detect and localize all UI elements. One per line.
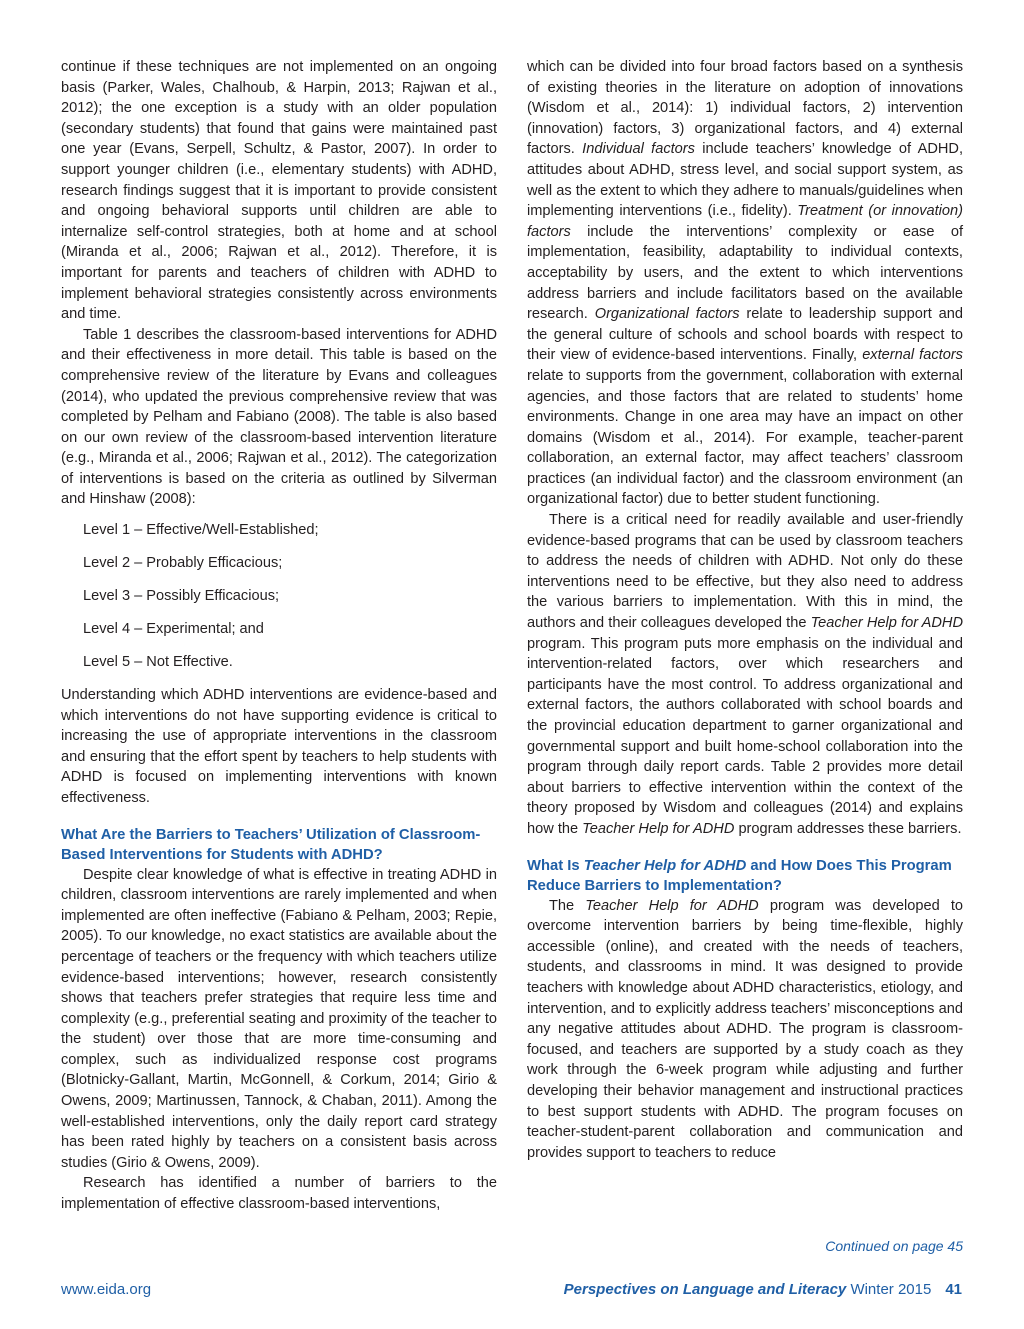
section-heading: What Is Teacher Help for ADHD and How Does This Program Reduce Barriers to Implementation? (527, 857, 952, 894)
level-item: Level 2 – Probably Efficacious; (83, 555, 283, 572)
right-column (527, 57, 963, 1163)
paragraph: The Teacher Help for ADHD program was developed to overcome intervention barriers by being time-flexible, highly accessible (online), and created with the needs of teachers, students, and classrooms in mind. It was designed to provide teachers with knowledge about ADHD characteristics, etiology, and intervention, and to explicitly address teachers’ misconceptions and any negative attitudes about ADHD. The program is classroom-focused, and teachers are supported by a study coach as they work through the 6-week program while adjusting and further developing their behavior management and instructional practices to best support students with ADHD. The program focuses on teacher-student-parent collaboration and communication and provides support to teachers to reduce (527, 897, 964, 1161)
journal-name: Perspectives on Language and Literacy (563, 1281, 847, 1298)
footer-url[interactable]: www.eida.org (61, 1281, 152, 1298)
level-item: Level 4 – Experimental; and (83, 621, 264, 638)
paragraph: continue if these techniques are not implemented on an ongoing basis (Parker, Wales, Chalhoub, & Harpin, 2013; Rajwan et al., 2012); the one exception is a study with an older population (secondary students) that found that gains were maintained past one year (Evans, Serpell, Schultz, & Pastor, 2007). In order to support younger children (i.e., elementary students) with ADHD, research findings suggest that it is important to provide consistent and ongoing behavioral supports until children are able to internalize self-control strategies, both at home and at school (Miranda et al., 2006; Rajwan et al., 2012). Therefore, it is important for parents and teachers of children with ADHD to implement behavioral strategies consistently across environments and time. (61, 59, 497, 323)
footer-journal (564, 1281, 962, 1298)
level-item: Level 1 – Effective/Well-Established; (83, 522, 319, 539)
journal-issue: Winter 2015 (850, 1281, 932, 1298)
paragraph: Despite clear knowledge of what is effective in treating ADHD in children, classroom interventions are rarely implemented and when implemented are often ineffective (Fabiano & Pelham, 2003; Repie, 2005). To our knowledge, no exact statistics are available about the percentage of teachers or the frequency with which teachers utilize evidence-based interventions; however, research consistently shows that teachers prefer strategies that require less time and complexity (e.g., preferential seating and proximity of the teacher to the student) over those that are more time-consuming and complex, such as individualized response cost programs (Blotnicky-Gallant, Martin, McGonnell, & Corkum, 2014; Girio & Owens, 2009; Martinussen, Tannock, & Chaban, 2011). Among the well-established interventions, only the daily report card strategy has been rated highly by teachers on a consistent basis across studies (Girio & Owens, 2009). (61, 866, 497, 1171)
level-item: Level 3 – Possibly Efficacious; (83, 588, 280, 605)
paragraph: Research has identified a number of barriers to the implementation of effective classroom-based interventions, (61, 1175, 497, 1213)
paragraph: Table 1 describes the classroom-based interventions for ADHD and their effectiveness in more detail. This table is based on the comprehensive review of the literature by Evans and colleagues (2014), who updated the previous comprehensive review that was completed by Pelham and Fabiano (2008). The table is also based on our own review of the classroom-based intervention literature (e.g., Miranda et al., 2006; Rajwan et al., 2012). The categorization of interventions is based on the criteria as outlined by Silverman and Hinshaw (2008): (61, 326, 497, 508)
page-number: 41 (945, 1281, 962, 1298)
level-item: Level 5 – Not Effective. (83, 654, 233, 670)
paragraph: which can be divided into four broad factors based on a synthesis of existing theories in the literature on adoption of innovations (Wisdom et al., 2014): 1) individual factors, 2) intervention (innovation) factors, 3) organizational factors, and 4) external factors. Individual factors include teachers’ knowledge of ADHD, attitudes about ADHD, stress level, and social support system, as well as the extent to which they adhere to manuals/guidelines when implementing interventions (i.e., fidelity). Treatment (or innovation) factors include the interventions’ complexity or ease of implementation, feasibility, adaptability to individual contexts, acceptability by users, and the extent to which interventions address barriers and include facilitators based on the available research. Organizational factors relate to leadership support and the general culture of schools and school boards with respect to their view of evidence-based interventions. Finally, external factors relate to supports from the government, collaboration with external agencies, and those factors that are related to students’ home environments. Change in one area may have an impact on other domains (Wisdom et al., 2014). For example, teacher-parent collaboration, an external factor, may affect teachers’ classroom practices (an individual factor) and the classroom environment (an organizational factor) due to better student functioning. (527, 59, 964, 508)
paragraph: There is a critical need for readily available and user-friendly evidence-based programs that can be used by classroom teachers to address the needs of children with ADHD. Not only do these interventions need to be effective, but they also need to address the various barriers to implementation. With this in mind, the authors and their colleagues developed the Teacher Help for ADHD program. This program puts more emphasis on the individual and intervention-related factors, over which researchers and participants have the most control. To address organizational and external factors, the authors collaborated with school boards and the provincial education department to garner organizational and governmental support and built home-school collaboration into the program through daily report cards. Table 2 provides more detail about barriers to effective intervention within the context of the theory proposed by Wisdom and colleagues (2014) and explains how the Teacher Help for ADHD program addresses these barriers. (527, 512, 963, 837)
level-list (83, 520, 497, 673)
continued-note: Continued on page 45 (825, 1238, 963, 1254)
section-heading: What Are the Barriers to Teachers’ Utilization of Classroom-Based Interventions for Students with ADHD? (61, 826, 481, 863)
left-column (61, 57, 497, 1215)
paragraph: Understanding which ADHD interventions are evidence-based and which interventions do not have supporting evidence is critical to increasing the use of appropriate interventions in the classroom and ensuring that the effort spent by teachers to help students with ADHD is focused on implementing interventions with known effectiveness. (61, 686, 497, 806)
